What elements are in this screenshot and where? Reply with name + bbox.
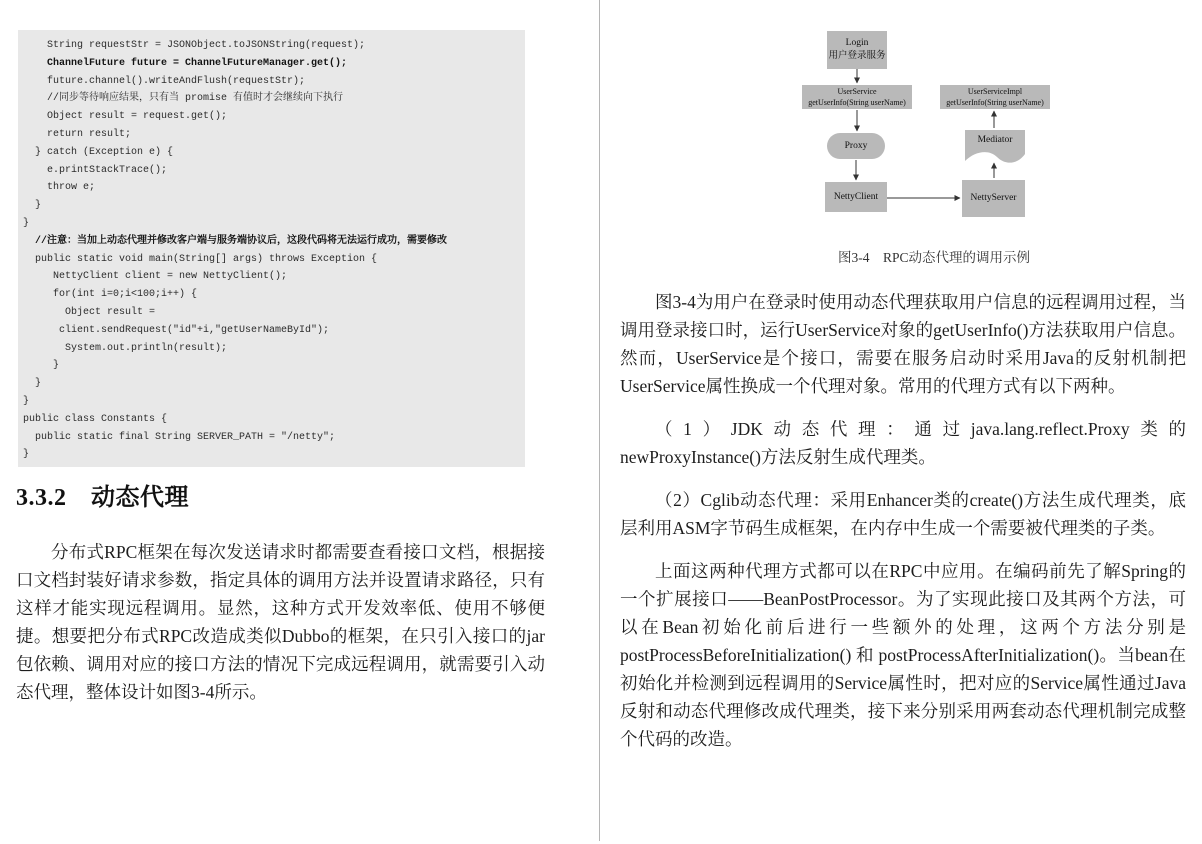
code-line: System.out.println(result); (23, 342, 228, 354)
code-line: for(int i=0;i<100;i++) { (23, 289, 198, 301)
code-line: client.sendRequest("id"+i,"getUserNameById"); (23, 324, 330, 336)
code-line: NettyClient client = new NettyClient(); (23, 271, 288, 283)
node-label: getUserInfo(String userName) (808, 97, 906, 107)
code-line: } catch (Exception e) { (23, 146, 174, 158)
diagram-node-userservice (802, 85, 912, 109)
diagram-node-proxy: Proxy (827, 133, 885, 159)
section-heading: 3.3.2 动态代理 (16, 485, 189, 511)
code-line: throw e; (23, 182, 96, 194)
diagram-node-nettyclient: NettyClient (825, 182, 887, 212)
node-label: UserServiceImpl (967, 87, 1023, 96)
code-line: public class Constants { (23, 413, 168, 425)
code-line: future.channel().writeAndFlush(requestStr); (23, 75, 306, 87)
paragraph: 上面这两种代理方式都可以在RPC中应用。在编码前先了解Spring的一个扩展接口——BeanPostProcessor。为了实现此接口及其两个方法，可以在Bean初始化前后进行一些额外的处理，这两个方法分别是postProcessBeforeInitialization() 和 postProcessAfterInitialization()。当bean在初始化并检测到远程调用的Service属性时，把对应的Service属性通过Java反射和动态代理修改成代理类，接下来分别采用两套动态代理机制完成整个代码的改造。 (620, 561, 1186, 749)
diagram-node-login (827, 31, 887, 69)
code-line: //同步等待响应结果，只有当 promise 有值时才会继续向下执行 (23, 93, 344, 105)
column-divider (599, 0, 600, 841)
code-line: } (23, 449, 30, 461)
code-block (18, 30, 525, 467)
figure-caption: 图3-4 RPC动态代理的调用示例 (837, 250, 1030, 265)
code-line: //注意：当加上动态代理并修改客户端与服务端协议后，这段代码将无法运行成功，需要修改 (23, 235, 448, 247)
paragraph: 图3-4为用户在登录时使用动态代理获取用户信息的远程调用过程，当调用登录接口时，运行UserService对象的getUserInfo()方法获取用户信息。然而，UserService是个接口，需要在服务启动时采用Java的反射机制把UserService属性换成一个代理对象。常用的代理方式有以下两种。 (620, 292, 1186, 396)
code-line: } (23, 360, 60, 372)
right-column-text (620, 288, 1186, 768)
code-line: } (23, 395, 30, 407)
code-line: public static void main(String[] args) throws Exception { (23, 253, 378, 265)
left-column-paragraph: 分布式RPC框架在每次发送请求时都需要查看接口文档，根据接口文档封装好请求参数，指定具体的调用方法并设置请求路径，只有这样才能实现远程调用。显然，这种方式开发效率低、使用不够便捷。想要把分布式RPC改造成类似Dubbo的框架，在只引入接口的jar包依赖、调用对应的接口方法的情况下完成远程调用，就需要引入动态代理，整体设计如图3-4所示。 (16, 542, 545, 702)
code-line: Object result = (23, 306, 156, 318)
diagram-node-mediator (965, 130, 1025, 163)
paragraph: （1）JDK动态代理：通过java.lang.reflect.Proxy类的newProxyInstance()方法反射生成代理类。 (620, 419, 1186, 467)
code-line: Object result = request.get(); (23, 111, 228, 123)
node-label: getUserInfo(String userName) (946, 97, 1044, 107)
node-label: Login (845, 38, 869, 48)
code-line: return result; (23, 128, 132, 140)
code-line: } (23, 378, 42, 390)
diagram-node-nettyserver: NettyServer (962, 180, 1025, 217)
node-label: 用户登录服务 (828, 51, 886, 61)
code-line: ChannelFuture future = ChannelFutureManager.get(); (23, 57, 348, 69)
code-line: } (23, 217, 30, 229)
node-label: Mediator (977, 135, 1013, 145)
rpc-proxy-diagram (760, 20, 1180, 230)
diagram-node-userserviceimpl (940, 85, 1050, 109)
node-label: UserService (837, 87, 877, 96)
code-line: String requestStr = JSONObject.toJSONString(request); (23, 40, 366, 51)
code-line: e.printStackTrace(); (23, 164, 168, 176)
code-line: public static final String SERVER_PATH = "/netty"; (23, 431, 336, 443)
paragraph: （2）Cglib动态代理：采用Enhancer类的create()方法生成代理类，底层利用ASM字节码生成框架，在内存中生成一个需要被代理类的子类。 (620, 490, 1186, 538)
code-line: } (23, 200, 42, 212)
